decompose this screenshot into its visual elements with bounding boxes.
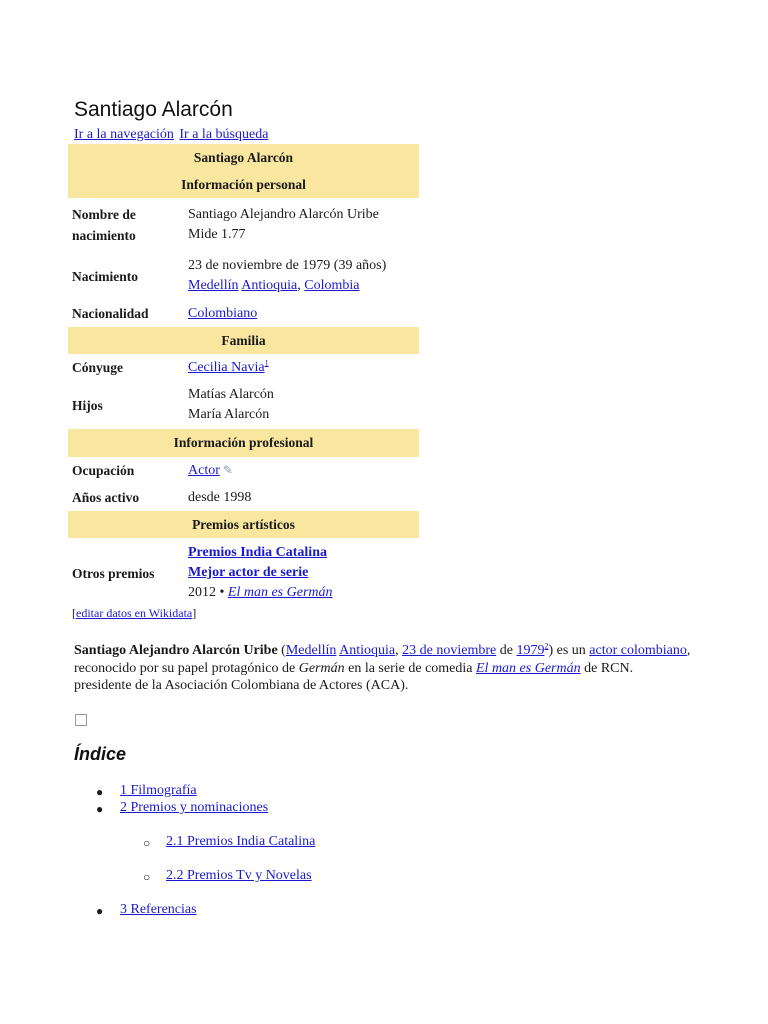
spouse-cell <box>184 354 419 381</box>
children-cell <box>184 381 419 429</box>
bullet-icon: ● <box>96 785 104 799</box>
other-awards-row <box>68 538 419 608</box>
infobox-header-name: Santiago Alarcón <box>68 144 419 172</box>
intro-role: Germán <box>298 660 345 676</box>
section-professional-row <box>68 429 419 457</box>
intro-region-link[interactable]: Antioquia <box>339 643 396 658</box>
intro-date-link[interactable]: 23 de noviembre <box>402 643 497 658</box>
occupation-row <box>68 457 419 484</box>
birth-row <box>68 252 419 300</box>
section-family: Familia <box>68 327 419 354</box>
intro-paragraph: Santiago Alejandro Alarcón Uribe (Medellín Antioquia, 23 de noviembre de 1979$^2$) es un actor colombiano, reconocido por su papel protagónico de Germán en la serie de comedia El man es Germán de RCN. presidente de la Asociación Colombiana de Actores (ACA). <box>74 641 691 693</box>
height-value: Mide 1.77 <box>188 227 246 242</box>
infobox <box>68 144 419 608</box>
nationality-row <box>68 300 419 327</box>
award-year: 2012 • <box>188 585 225 600</box>
award-entry <box>188 583 415 603</box>
toc-item-premios[interactable]: 2 Premios y nominaciones <box>120 800 269 815</box>
spouse-row <box>68 354 419 381</box>
spouse-ref-link[interactable]: 1 <box>264 357 269 367</box>
intro-year-ref-link[interactable]: 2 <box>544 641 549 651</box>
jump-to-navigation-link[interactable]: Ir a la navegación <box>74 127 174 142</box>
circle-bullet-icon: ○ <box>143 870 151 884</box>
award-work-link[interactable]: El man es Germán <box>227 585 333 600</box>
section-awards-row <box>68 511 419 538</box>
intro-show-link[interactable]: El man es Germán <box>476 660 581 676</box>
section-personal: Información personal <box>68 172 419 198</box>
children-row <box>68 381 419 429</box>
birth-name-value: Santiago Alejandro Alarcón Uribe <box>188 207 379 222</box>
bullet-icon: ● <box>96 802 104 816</box>
birth-name-label: Nombre de nacimiento <box>72 207 136 243</box>
page-title: Santiago Alarcón <box>74 98 233 121</box>
years-active-label: Años activo <box>72 490 140 505</box>
toc-toggle-checkbox[interactable] <box>75 714 87 726</box>
children-label: Hijos <box>72 397 103 413</box>
birth-cell <box>184 252 419 300</box>
other-awards-label: Otros premios <box>72 565 155 581</box>
bullet-icon: ● <box>96 904 104 918</box>
birth-label: Nacimiento <box>72 268 138 284</box>
toc-item-filmografia[interactable]: 1 Filmografía <box>120 783 197 798</box>
child-1: Matías Alarcón <box>188 387 274 402</box>
occupation-cell <box>184 457 419 484</box>
intro-year-link[interactable]: 1979 <box>516 643 545 658</box>
circle-bullet-icon: ○ <box>143 836 151 850</box>
birth-country-link[interactable]: Colombia <box>304 278 360 293</box>
section-personal-row <box>68 172 419 198</box>
jump-links <box>74 127 270 143</box>
birth-place: Medellín Antioquia, Colombia <box>188 278 360 293</box>
birth-city-link[interactable]: Medellín <box>188 278 239 293</box>
birth-region-link[interactable]: Antioquia <box>241 278 298 293</box>
wikidata-edit-link[interactable]: editar datos en Wikidata <box>76 606 193 620</box>
birth-date: 23 de noviembre de 1979 (39 años) <box>188 258 387 273</box>
toc-item-tv-novelas[interactable]: 2.2 Premios Tv y Novelas <box>166 868 312 883</box>
award-name-link[interactable]: Premios India Catalina <box>188 545 327 560</box>
nationality-label: Nacionalidad <box>72 306 149 321</box>
intro-actor-link[interactable]: actor colombiano <box>589 643 687 658</box>
section-awards: Premios artísticos <box>68 511 419 538</box>
nationality-link[interactable]: Colombiano <box>188 305 258 321</box>
birth-name-row <box>68 198 419 252</box>
jump-to-search-link[interactable]: Ir a la búsqueda <box>179 127 269 142</box>
occupation-label: Ocupación <box>72 463 135 478</box>
pencil-icon[interactable]: ✎ <box>222 463 233 477</box>
years-active-value: desde 1998 <box>188 489 252 505</box>
birth-name-cell <box>184 198 419 252</box>
toc-item-referencias[interactable]: 3 Referencias <box>120 902 197 917</box>
occupation-link[interactable]: Actor <box>188 463 220 478</box>
years-active-row <box>68 484 419 511</box>
spouse-link[interactable]: Cecilia Navia <box>188 359 265 375</box>
section-family-row <box>68 327 419 354</box>
other-awards-cell <box>184 538 419 608</box>
toc-item-india-catalina[interactable]: 2.1 Premios India Catalina <box>166 834 316 849</box>
wikidata-edit: [editar datos en Wikidata] <box>72 606 197 620</box>
intro-city-link[interactable]: Medellín <box>285 643 337 658</box>
nationality-cell <box>184 300 419 327</box>
award-category-link[interactable]: Mejor actor de serie <box>188 565 309 580</box>
section-professional: Información profesional <box>68 429 419 457</box>
child-2: María Alarcón <box>188 407 270 422</box>
toc-title: Índice <box>74 744 127 764</box>
spouse-label: Cónyuge <box>72 360 124 375</box>
intro-bold-name: Santiago Alejandro Alarcón Uribe <box>74 643 278 658</box>
infobox-header-row <box>68 144 419 172</box>
